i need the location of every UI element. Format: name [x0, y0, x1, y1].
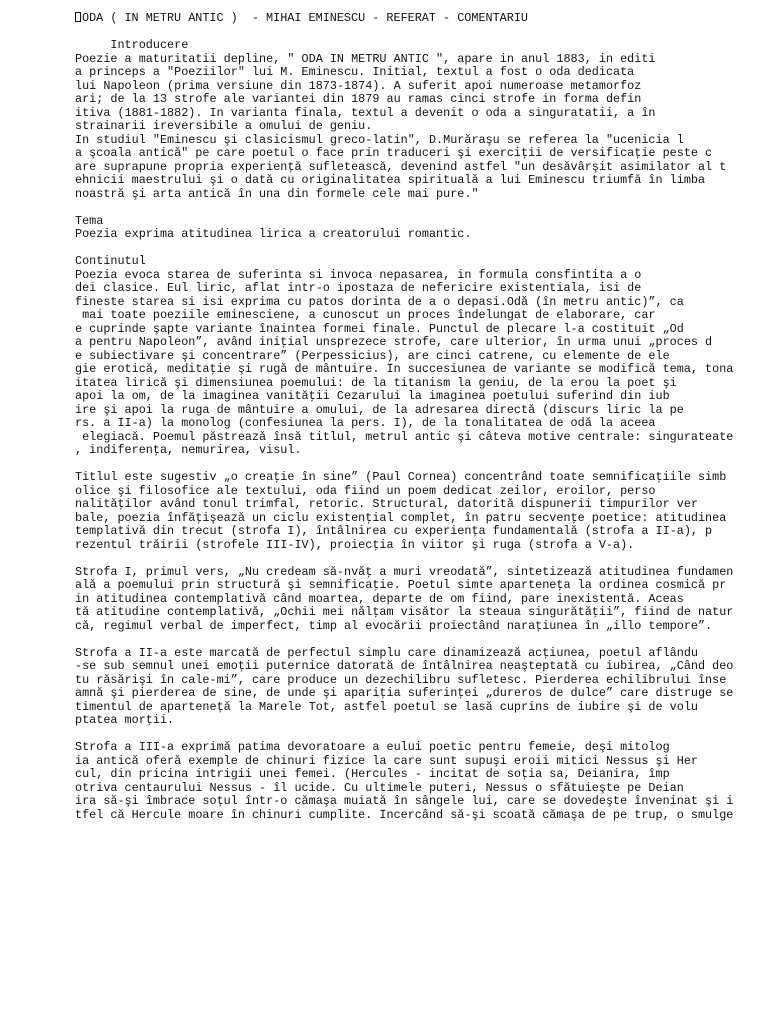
paragraph-line: Strofa I, primul vers, „Nu credeam să-nvăţ a muri vreodată”, sintetizează atitudinea fundamen	[75, 565, 734, 579]
blank-line	[75, 552, 768, 566]
paragraph-line: ptatea morţii.	[75, 714, 175, 727]
paragraph-line: apoi la om, de la imaginea vanităţii Cezarului la imaginea poetului suferind din iub	[75, 390, 670, 403]
missing-glyph-icon	[75, 12, 81, 22]
document-title-line	[75, 12, 768, 26]
paragraph-line: ari; de la 13 strofe ale variantei din 1879 au ramas cinci strofe in forma defin	[75, 93, 642, 106]
paragraph-line: Titlul este sugestiv „o creaţie în sine” (Paul Cornea) concentrând toate semnificaţiile simb	[75, 471, 727, 484]
paragraph-line: Poezia exprima atitudinea lirica a creatorului romantic.	[75, 228, 472, 241]
paragraph-line: tfel că Hercule moare în chinuri cumplite. Încercând să-şi scoată cămaşa de pe trup, o smulge	[75, 808, 734, 822]
paragraph-line: ira să-şi îmbrace soţul într-o cămaşa muiată în sângele lui, care se dovedeşte înveninat şi i	[75, 795, 734, 808]
paragraph-line: că, regimul verbal de imperfect, timp al evocării proiectând naraţiunea în „illo tempore”.	[75, 619, 713, 633]
document-title: ODA ( IN METRU ANTIC ) - MIHAI EMINESCU - REFERAT - COMENTARIU	[82, 12, 528, 25]
paragraph-line: ia antică oferă exemple de chinuri fizice la care sunt supuşi eroii mitici Nessus şi Her	[75, 754, 698, 768]
paragraph-line: e cuprinde şapte variante înaintea formei finale. Punctul de plecare l-a costituit „Od	[75, 322, 684, 336]
blank-line	[75, 728, 768, 742]
paragraph-line: Poezia evoca starea de suferinta si invoca nepasarea, in formula consfintita a o	[75, 268, 642, 282]
paragraph-line: Strofa a III-a exprimă patima devoratoare a eului poetic pentru femeie, deşi mitolog	[75, 741, 670, 754]
blank-line	[75, 458, 768, 472]
paragraph-line: timentul de aparteneţă la Marele Tot, astfel poetul se lasă cuprins de iubire şi de volu	[75, 700, 698, 714]
paragraph-line: mai toate poeziile eminesciene, a cunoscut un proces îndelungat de elaborare, car	[75, 309, 656, 322]
paragraph-line: are suprapune propria experienţă sufletească, devenind astfel "un desăvârşit asimilator al t	[75, 160, 727, 174]
paragraph-line: amnă şi pierderea de sine, de unde şi apariţia suferinţei „dureros de dulce” care distruge se	[75, 687, 734, 700]
paragraph-line: ehnicii maestrului şi o dată cu originalitatea spirituală a lui Eminescu triumfă în limba	[75, 174, 706, 187]
paragraph-line: , indiferenţa, nemurirea, visul.	[75, 444, 302, 457]
paragraph-line: Poezie a maturitatii depline, " ODA IN METRU ANTIC ", apare in anul 1883, in editi	[75, 52, 656, 66]
paragraph-line: ală a poemului prin structură şi semnificaţie. Poetul simte aparteneţa la ordinea cosmică pr	[75, 579, 727, 592]
paragraph-line: bale, poezia înfăţişează un ciclu existenţial complet, în patru secvenţe poetice: atitudinea	[75, 511, 727, 525]
paragraph-line: rs. a II-a) la monolog (confesiunea la pers. I), de la tonalitatea de odă la aceea	[75, 417, 656, 430]
paragraph-line: tu răsărişi în cale-mi”, care produce un dezechilibru sufletesc. Pierderea echilibrului înse	[75, 673, 727, 687]
paragraph-line: gie erotică, meditaţie şi rugă de mântuire. În succesiunea de variante se modifică tema, tona	[75, 363, 734, 376]
paragraph-line: otriva centaurului Nessus - îl ucide. Cu ultimele puteri, Nessus o sfătuieşte pe Deian	[75, 781, 684, 795]
paragraph-line: a princeps a "Poeziilor" lui M. Eminescu. Initial, textul a fost o oda dedicata	[75, 66, 635, 79]
section-heading: Introducere	[75, 39, 189, 52]
paragraph-line: cul, din pricina intrigii unei femei. (Hercules - incitat de soţia sa, Deianira, împ	[75, 768, 670, 781]
paragraph-line: itiva (1881-1882). In varianta finala, textul a devenit o oda a singuratatii, a în	[75, 106, 656, 120]
paragraph-line: nalităţilor având tonul trimfal, retoric. Structural, datorită dispunerii timpurilor ver	[75, 498, 698, 511]
paragraph-line: strainarii ireversibile a omului de geniu.	[75, 120, 373, 133]
paragraph-line: rezentul trăirii (strofele III-IV), proiecţia în viitor şi ruga (strofa a V-a).	[75, 538, 635, 552]
paragraph-line: e subiectivare şi concentrare” (Perpessicius), are cinci catrene, cu elemente de ele	[75, 349, 670, 363]
paragraph-line: a şcoala antică" pe care poetul o face prin traduceri şi exerciţii de versificaţie peste c	[75, 147, 713, 160]
blank-line	[75, 633, 768, 647]
paragraph-line: Strofa a II-a este marcată de perfectul simplu care dinamizează acţiunea, poetul aflându	[75, 646, 698, 660]
paragraph-line: a pentru Napoleon”, având iniţial unsprezece strofe, care ulterior, în urma unui „proces d	[75, 336, 713, 349]
paragraph-line: -se sub semnul unei emoţii puternice datorată de întâlnirea neaşteptată cu iubirea, „Când deo	[75, 660, 734, 673]
paragraph-line: noastră şi arta antică în una din formele cele mai pure."	[75, 187, 479, 201]
paragraph-line: templativă din trecut (strofa I), întâlnirea cu experienţa fundamentală (strofa a II-a), p	[75, 525, 713, 538]
blank-line	[75, 201, 768, 215]
paragraph-line: fineste starea si isi exprima cu patos dorinta de a o depasi.Odă (în metru antic)”, ca	[75, 295, 684, 309]
paragraph-line: olice şi filosofice ale textului, oda fiind un poem dedicat zeilor, eroilor, perso	[75, 484, 656, 498]
paragraph-line: In studiul "Eminescu şi clasicismul greco-latin", D.Murăraşu se referea la "ucenicia l	[75, 133, 684, 147]
paragraph-line: tă atitudine contemplativă, „Ochii mei nălţam visător la steaua singurătăţii”, fiind de natur	[75, 606, 734, 619]
paragraph-line: itatea lirică şi dimensiunea poemului: de la titanism la geniu, de la erou la poet şi	[75, 376, 677, 390]
section-heading: Continutul	[75, 255, 146, 268]
blank-line	[75, 242, 768, 256]
paragraph-line: elegiacă. Poemul păstrează însă titlul, metrul antic şi câteva motive centrale: singurateate	[75, 430, 734, 444]
paragraph-line: in atitudinea contemplativă când moartea, departe de om fiind, pare inexistentă. Aceas	[75, 592, 684, 606]
paragraph-line: lui Napoleon (prima versiune din 1873-1874). A suferit apoi numeroase metamorfoz	[75, 79, 642, 93]
blank-line	[75, 26, 768, 40]
section-heading: Tema	[75, 214, 104, 228]
paragraph-line: dei clasice. Eul liric, aflat intr-o ipostaza de nefericire existentiala, isi de	[75, 282, 642, 295]
paragraph-line: ire şi apoi la ruga de mântuire a omului, de la adresarea directă (discurs liric la pe	[75, 403, 684, 417]
